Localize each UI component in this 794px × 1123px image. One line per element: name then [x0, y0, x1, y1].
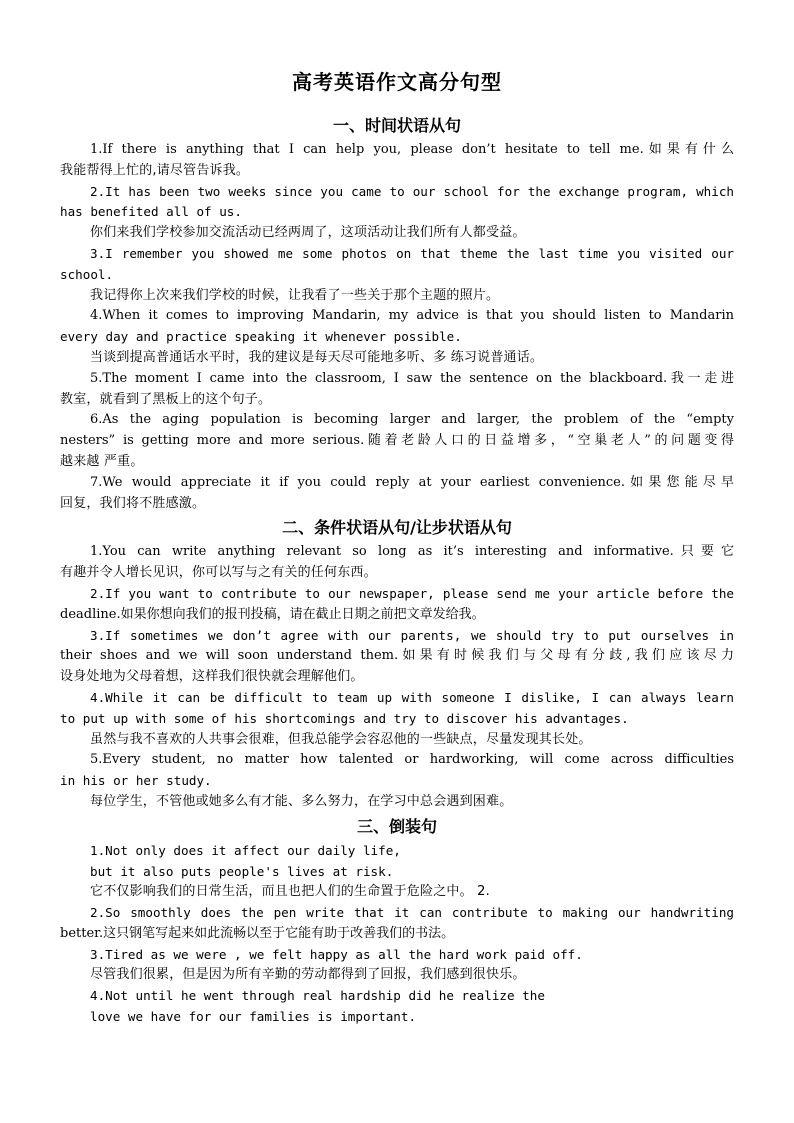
- text-line: every day and practice speaking it whenever possible.: [60, 329, 462, 345]
- section-conditional-clauses: [60, 514, 734, 812]
- text-line: 3.Tired as we were , we felt happy as all the hard work paid off.: [90, 946, 583, 962]
- text-line: 1.You can write anything relevant so long as it’s interesting and informative.只要它: [90, 544, 734, 560]
- text-line: 6.As the aging population is becoming larger and larger, the problem of the “empty: [90, 412, 734, 428]
- section-heading: 二、条件状语从句/让步状语从句: [282, 518, 512, 538]
- text-line: 4.When it comes to improving Mandarin, my advice is that you should listen to Mandarin: [90, 308, 734, 324]
- text-line: 教室，就看到了黑板上的这个句子。: [60, 391, 272, 407]
- text-line: school.: [60, 266, 114, 282]
- text-line: better.这只钢笔写起来如此流畅以至于它能有助于改善我们的书法。: [60, 925, 455, 941]
- section-inversion: [60, 813, 734, 1028]
- section-heading: 三、倒装句: [356, 816, 437, 836]
- text-line: 有趣并令人增长见识，你可以写与之有关的任何东西。: [60, 565, 377, 581]
- text-line: 2.It has been two weeks since you came to our school for the exchange program, which: [90, 183, 734, 199]
- text-line: 7.We would appreciate it if you could reply at your earliest convenience.如果您能尽早: [90, 474, 734, 490]
- text-line: 回复，我们将不胜感激。: [60, 495, 206, 511]
- document-body: [60, 112, 734, 1028]
- text-line: to put up with some of his shortcomings and try to discover his advantages.: [60, 710, 629, 726]
- text-line: 4.Not until he went through real hardship did he realize the: [90, 988, 545, 1004]
- text-line: but it also puts people's lives at risk.: [90, 863, 394, 879]
- text-line: in his or her study.: [60, 773, 212, 789]
- text-line: 5.The moment I came into the classroom, I saw the sentence on the blackboard.我一走进: [90, 370, 734, 386]
- text-line: 当谈到提高普通话水平时，我的建议是每天尽可能地多听、多 练习说普通话。: [90, 349, 544, 365]
- section-time-clauses: [60, 112, 734, 514]
- text-line: love we have for our families is important.: [90, 1009, 417, 1025]
- text-line: 虽然与我不喜欢的人共事会很难，但我总能学会容忍他的一些缺点，尽量发现其长处。: [90, 731, 592, 747]
- text-line: 它不仅影响我们的日常生活，而且也把人们的生命置于危险之中。 2.: [90, 884, 490, 900]
- text-line: has benefited all of us.: [60, 204, 242, 220]
- text-line: 每位学生，不管他或她多么有才能、多么努力，在学习中总会遇到困难。: [90, 793, 513, 809]
- text-line: 1.If there is anything that I can help you, please don’t hesitate to tell me.如果有什么: [90, 142, 734, 157]
- text-line: nesters” is getting more and more serious.随着老龄人口的日益增多，“空巢老人”的问题变得: [60, 433, 734, 449]
- text-line: 设身处地为父母着想，这样我们很快就会理解他们。: [60, 669, 364, 685]
- section-heading: 一、时间状语从句: [332, 116, 461, 135]
- text-line: their shoes and we will soon understand them.如果有时候我们与父母有分歧,我们应该尽力: [60, 648, 734, 664]
- text-line: 4.While it can be difficult to team up with someone I dislike, I can always learn: [90, 689, 734, 705]
- text-line: 3.If sometimes we don’t agree with our parents, we should try to put ourselves in: [90, 627, 734, 643]
- text-line: deadline.如果你想向我们的报刊投稿，请在截止日期之前把文章发给我。: [60, 606, 485, 622]
- text-line: 1.Not only does it affect our daily life,: [90, 842, 401, 858]
- text-line: 5.Every student, no matter how talented or hardworking, will come across difficulties: [90, 752, 734, 768]
- text-line: 2.If you want to contribute to our newspaper, please send me your article before the: [90, 585, 734, 601]
- text-line: 我能帮得上忙的,请尽管告诉我。: [60, 162, 250, 178]
- text-line: 你们来我们学校参加交流活动已经两周了，这项活动让我们所有人都受益。: [90, 225, 526, 241]
- text-line: 我记得你上次来我们学校的时候，让我看了一些关于那个主题的照片。: [90, 287, 500, 303]
- text-line: 越来越 严重。: [60, 453, 144, 469]
- document-title: 高考英语作文高分句型: [292, 70, 502, 94]
- text-line: 3.I remember you showed me some photos on that theme the last time you visited our: [90, 245, 734, 261]
- text-line: 2.So smoothly does the pen write that it can contribute to making our handwriting: [90, 905, 734, 921]
- text-line: 尽管我们很累，但是因为所有辛勤的劳动都得到了回报，我们感到很快乐。: [90, 967, 526, 983]
